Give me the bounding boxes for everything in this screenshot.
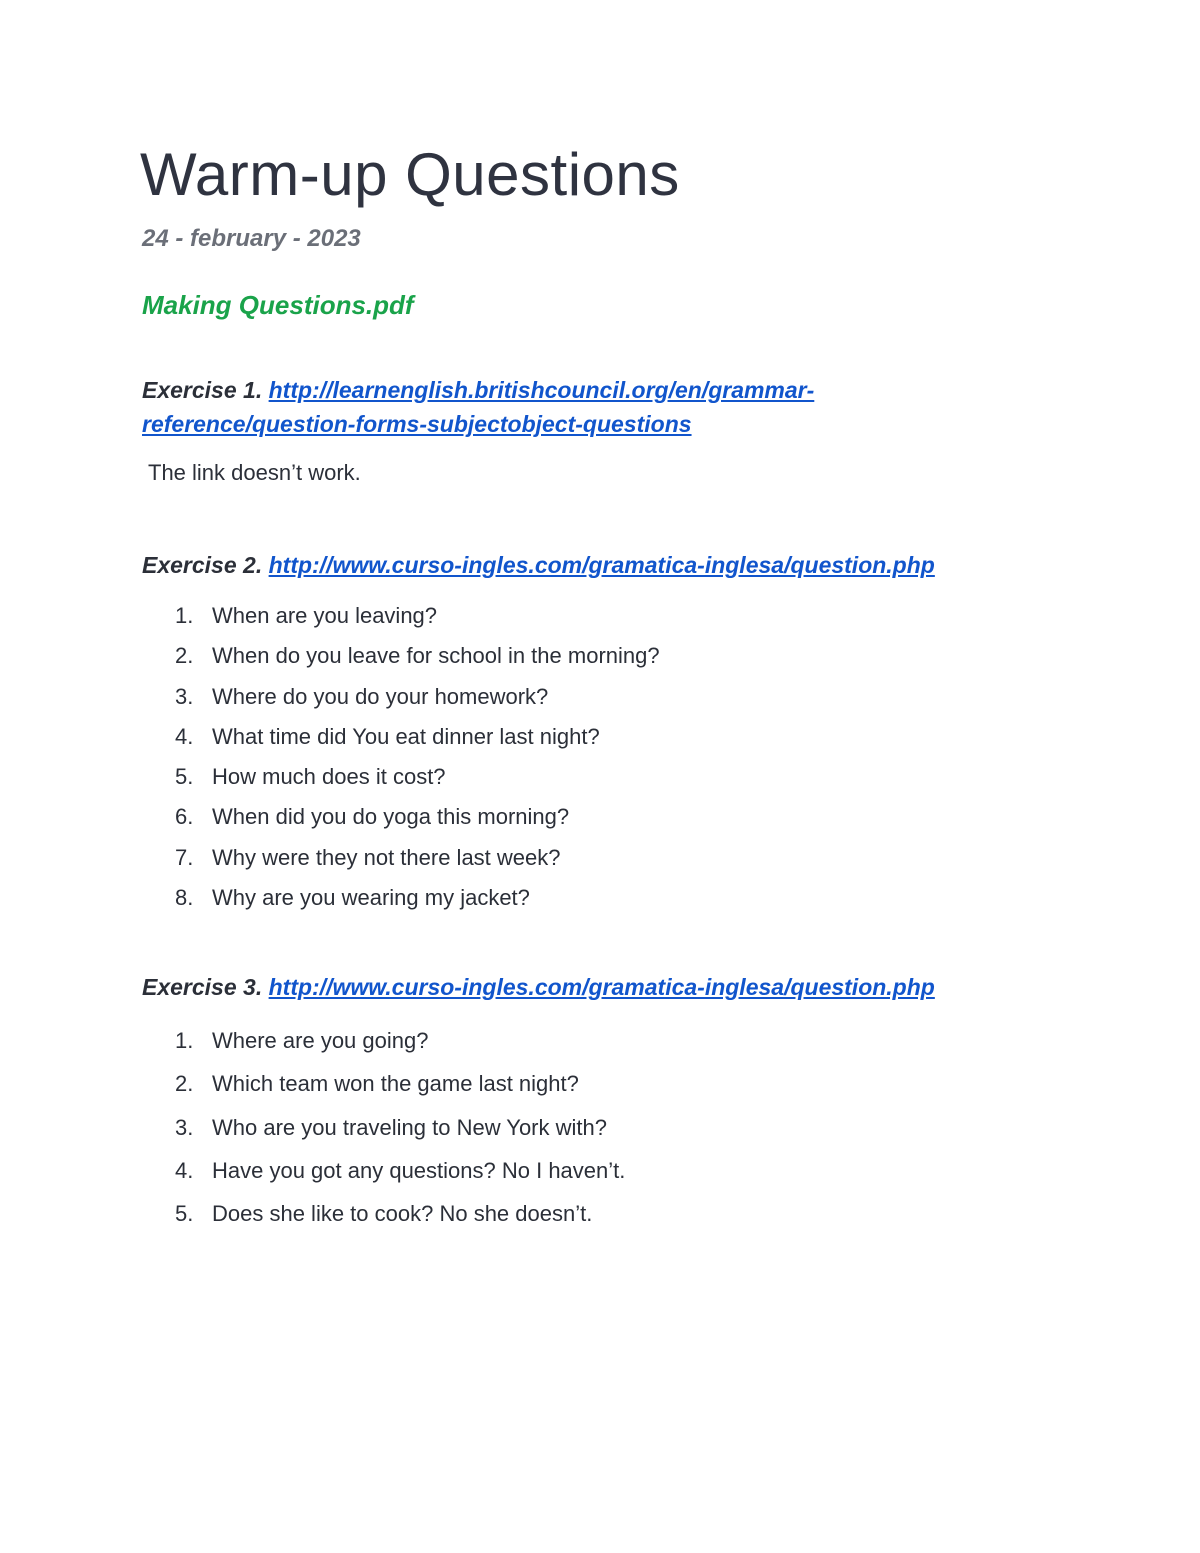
list-item-number: 2.: [175, 1071, 194, 1097]
list-item-number: 5.: [175, 764, 194, 790]
list-item-text: Have you got any questions? No I haven’t.: [212, 1157, 626, 1183]
exercise-2-link[interactable]: http://www.curso-ingles.com/gramatica-inglesa/question.php: [268, 552, 935, 578]
list-item: [175, 1197, 625, 1240]
list-item-number: 2.: [175, 643, 194, 669]
list-item: [175, 882, 660, 922]
exercise-1-link-line2[interactable]: reference/question-forms-subjectobject-questions: [142, 411, 692, 437]
list-item-number: 1.: [175, 603, 194, 628]
list-item-number: 3.: [175, 683, 194, 709]
list-item-text: Who are you traveling to New York with?: [212, 1114, 607, 1140]
list-item: [175, 1154, 625, 1197]
exercise-2-label: Exercise 2.: [142, 552, 263, 578]
list-item: [175, 1111, 625, 1154]
exercise-2-list: [175, 600, 660, 922]
list-item: [175, 1067, 625, 1110]
list-item-text: When did you do yoga this morning?: [212, 804, 570, 830]
list-item-number: 8.: [175, 885, 194, 911]
list-item-number: 7.: [175, 844, 194, 870]
exercise-2-heading: [142, 548, 1062, 582]
list-item-text: When do you leave for school in the morning?: [212, 643, 660, 669]
list-item-number: 6.: [175, 804, 194, 830]
list-item: [175, 600, 660, 640]
exercise-3-list: [175, 1024, 625, 1240]
exercise-3-label: Exercise 3.: [142, 974, 263, 1000]
exercise-1-heading: [142, 373, 1062, 441]
list-item: [175, 721, 660, 761]
list-item-number: 1.: [175, 1028, 194, 1053]
list-item-text: Where do you do your homework?: [212, 683, 549, 709]
exercise-1-label: Exercise 1.: [142, 377, 263, 403]
list-item-text: Why are you wearing my jacket?: [212, 885, 530, 911]
list-item: [175, 1024, 625, 1067]
list-item-number: 4.: [175, 1157, 194, 1183]
list-item-number: 5.: [175, 1201, 194, 1227]
list-item-text: Which team won the game last night?: [212, 1071, 579, 1097]
list-item-text: Does she like to cook? No she doesn’t.: [212, 1201, 593, 1227]
list-item: [175, 640, 660, 680]
file-link[interactable]: Making Questions.pdf: [142, 290, 414, 320]
list-item: [175, 681, 660, 721]
list-item-text: When are you leaving?: [212, 603, 438, 628]
list-item-text: How much does it cost?: [212, 764, 446, 790]
list-item: [175, 761, 660, 801]
exercise-1-link-line1[interactable]: http://learnenglish.britishcouncil.org/en/grammar-: [268, 377, 815, 403]
page-title: Warm-up Questions: [140, 141, 680, 208]
exercise-1-note: The link doesn’t work.: [148, 460, 361, 485]
document-date: 24 - february - 2023: [142, 225, 361, 252]
exercise-3-heading: [142, 970, 1062, 1004]
list-item-text: Why were they not there last week?: [212, 844, 561, 870]
list-item-number: 3.: [175, 1114, 194, 1140]
list-item-number: 4.: [175, 723, 194, 749]
list-item-text: What time did You eat dinner last night?: [212, 723, 600, 749]
list-item-text: Where are you going?: [212, 1028, 429, 1053]
list-item: [175, 842, 660, 882]
exercise-3-link[interactable]: http://www.curso-ingles.com/gramatica-inglesa/question.php: [268, 974, 935, 1000]
list-item: [175, 801, 660, 841]
